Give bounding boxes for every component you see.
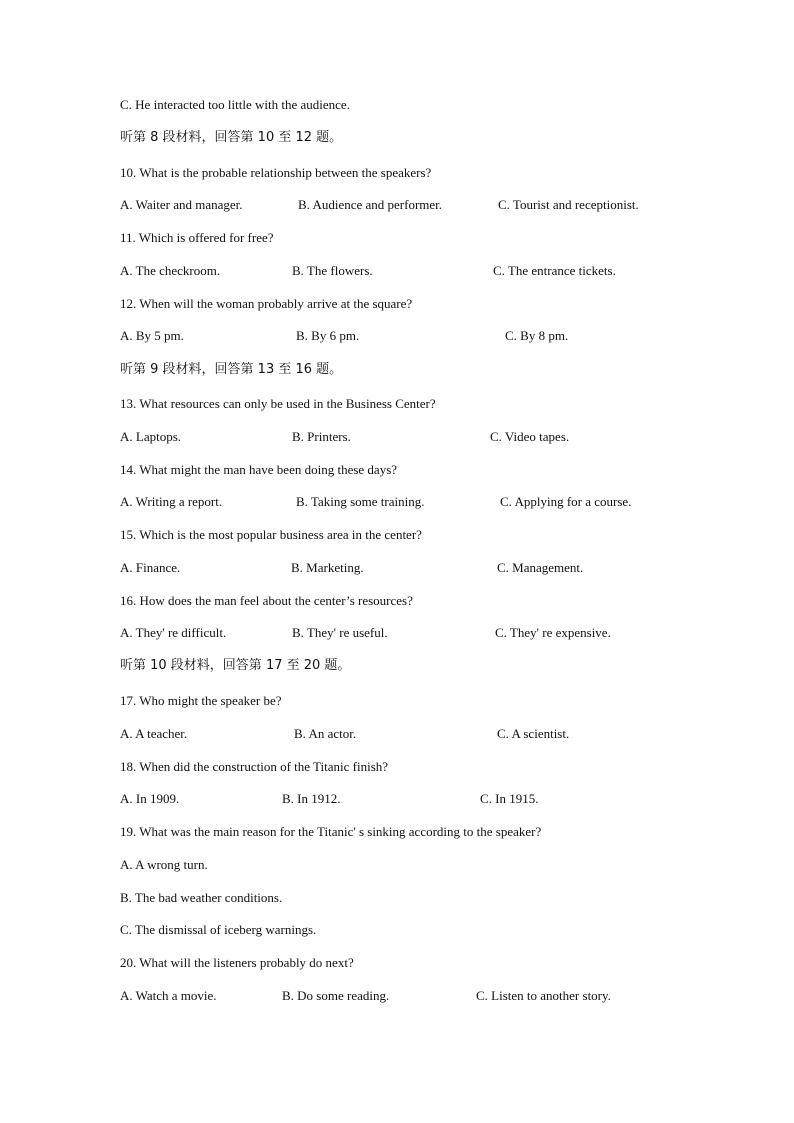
question-text: 17. Who might the speaker be?: [120, 693, 282, 708]
question-text: 15. Which is the most popular business area in the center?: [120, 527, 422, 542]
answer-option: A. In 1909.: [120, 791, 180, 806]
answer-option: C. A scientist.: [497, 726, 570, 741]
answer-option: B. The bad weather conditions.: [120, 890, 283, 905]
answer-option: C. The dismissal of iceberg warnings.: [120, 922, 317, 937]
answer-option: B. By 6 pm.: [296, 328, 360, 343]
answer-option: C. They' re expensive.: [495, 625, 611, 640]
question-text: 10. What is the probable relationship between the speakers?: [120, 165, 432, 180]
question-text: 12. When will the woman probably arrive at the square?: [120, 296, 413, 311]
answer-option: C. Tourist and receptionist.: [498, 197, 639, 212]
answer-option: A. Watch a movie.: [120, 988, 217, 1003]
answer-option: A. Laptops.: [120, 429, 182, 444]
answer-option: C. The entrance tickets.: [493, 263, 616, 278]
answer-option: B. The flowers.: [292, 263, 373, 278]
question-text: 11. Which is offered for free?: [120, 230, 274, 245]
question-text: 19. What was the main reason for the Titanic' s sinking according to the speaker?: [120, 824, 542, 839]
question-text: 13. What resources can only be used in the Business Center?: [120, 396, 436, 411]
answer-option: C. In 1915.: [480, 791, 539, 806]
answer-option: C. By 8 pm.: [505, 328, 569, 343]
answer-option: C. Listen to another story.: [476, 988, 611, 1003]
answer-option: C. He interacted too little with the audience.: [120, 97, 350, 112]
answer-option: B. Do some reading.: [282, 988, 390, 1003]
answer-option: B. Taking some training.: [296, 494, 425, 509]
section-heading: 听第 8 段材料，回答第 10 至 12 题。: [120, 130, 343, 145]
answer-option: B. An actor.: [294, 726, 357, 741]
question-text: 18. When did the construction of the Titanic finish?: [120, 759, 389, 774]
answer-option: C. Applying for a course.: [500, 494, 632, 509]
answer-option: B. Printers.: [292, 429, 351, 444]
answer-option: A. A wrong turn.: [120, 857, 208, 872]
section-heading: 听第 10 段材料，回答第 17 至 20 题。: [120, 658, 351, 673]
answer-option: C. Video tapes.: [490, 429, 570, 444]
answer-option: A. Finance.: [120, 560, 181, 575]
answer-option: B. Marketing.: [291, 560, 364, 575]
question-text: 14. What might the man have been doing these days?: [120, 462, 398, 477]
answer-option: A. They' re difficult.: [120, 625, 227, 640]
answer-option: A. A teacher.: [120, 726, 188, 741]
answer-option: B. They' re useful.: [292, 625, 388, 640]
answer-option: A. The checkroom.: [120, 263, 221, 278]
question-text: 16. How does the man feel about the center’s resources?: [120, 593, 413, 608]
question-text: 20. What will the listeners probably do next?: [120, 955, 354, 970]
answer-option: B. Audience and performer.: [298, 197, 443, 212]
answer-option: A. Waiter and manager.: [120, 197, 243, 212]
answer-option: B. In 1912.: [282, 791, 341, 806]
answer-option: A. By 5 pm.: [120, 328, 184, 343]
answer-option: A. Writing a report.: [120, 494, 223, 509]
answer-option: C. Management.: [497, 560, 584, 575]
section-heading: 听第 9 段材料，回答第 13 至 16 题。: [120, 362, 343, 377]
